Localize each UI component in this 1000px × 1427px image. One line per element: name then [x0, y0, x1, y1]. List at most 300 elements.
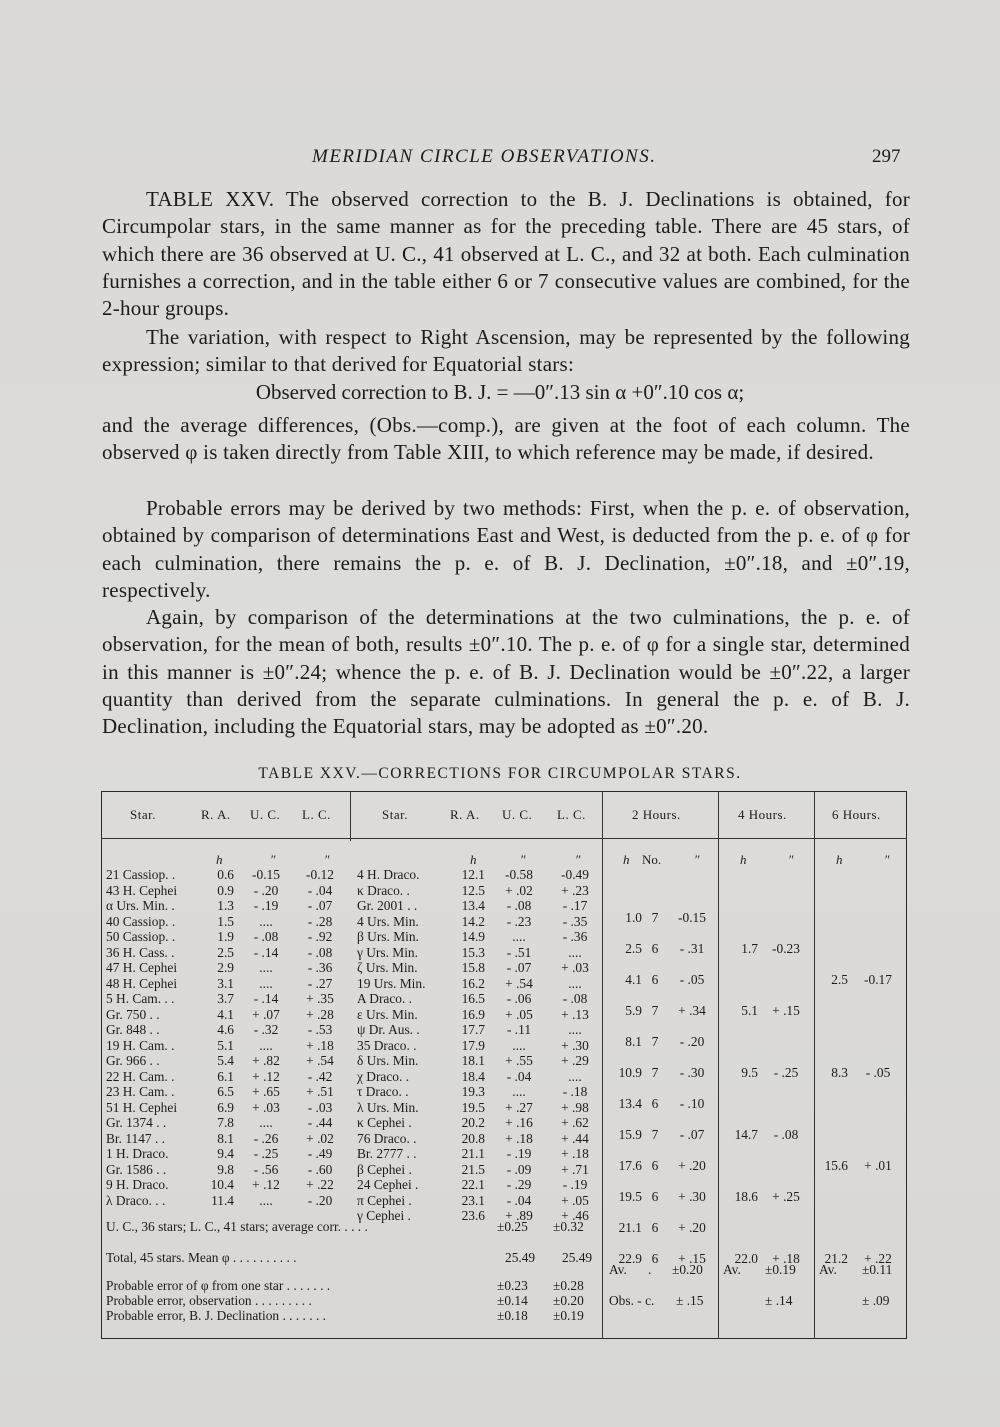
- table-row-lc: - .49: [307, 1146, 333, 1161]
- table-row-ra: 19.3: [461, 1084, 485, 1099]
- table-row-uc: - .25: [253, 1146, 279, 1161]
- table-row-ra: 1.3: [217, 898, 234, 913]
- footer-av-label-two: Av.: [609, 1262, 627, 1277]
- table-row-ra: 9.8: [217, 1161, 234, 1177]
- table-row-lc: + .13: [561, 1006, 589, 1022]
- paragraph-2: The variation, with respect to Right Ascension, may be represented by the following expression; similar to that derived for Equatorial stars:: [102, 325, 910, 377]
- two-hour-value: - .07: [679, 1127, 705, 1142]
- table-row-uc: ....: [259, 1037, 273, 1053]
- footer-pe1-label: Probable error of φ from one star . . . . . . .: [106, 1278, 331, 1293]
- two-hour-ra: 1.0: [625, 910, 642, 925]
- table-row-star-name: 43 H. Cephei: [106, 882, 178, 898]
- header-star-right: Star.: [382, 807, 408, 822]
- table-row-lc: + .51: [306, 1084, 334, 1099]
- table-row-ra: 7.8: [217, 1115, 234, 1130]
- table-row-ra: 12.5: [461, 882, 485, 898]
- footer-pe3-label: Probable error, B. J. Declination . . . . . . .: [106, 1308, 326, 1323]
- table-row-lc: -0.49: [561, 867, 589, 882]
- divider-left-right: [350, 791, 351, 841]
- table-row-uc: - .56: [253, 1161, 279, 1177]
- table-row-star-name: ψ Dr. Aus. .: [357, 1022, 420, 1037]
- table-row-uc: - .04: [506, 1192, 532, 1208]
- table-row-ra: 0.6: [217, 867, 234, 882]
- two-hour-value: - .05: [679, 972, 705, 987]
- formula: Observed correction to B. J. = —0″.13 sin α +0″.10 cos α;: [255, 380, 745, 404]
- two-hour-value: + .30: [678, 1189, 706, 1204]
- footer-av-value-four: ±0.19: [765, 1262, 796, 1277]
- six-hour-ra: 8.3: [831, 1065, 848, 1080]
- two-hour-count: 6: [651, 1189, 659, 1204]
- table-row-star-name: γ Cephei .: [357, 1208, 411, 1223]
- table-row-uc: + .27: [505, 1099, 533, 1115]
- table-row-ra: 16.2: [461, 975, 485, 991]
- table-row-uc: -0.58: [505, 867, 533, 882]
- table-row-star-name: 36 H. Cass. .: [106, 944, 175, 960]
- table-row-uc: - .19: [506, 1146, 532, 1161]
- table-row-uc: - .14: [253, 991, 279, 1006]
- two-hour-value: -0.15: [678, 910, 706, 925]
- table-row-star-name: 4 Urs. Min.: [357, 913, 419, 929]
- unit-sec-lc-right: ″: [575, 852, 581, 867]
- unit-sec-six: ″: [884, 852, 890, 867]
- table-row-uc: ....: [259, 975, 273, 991]
- table-row-star-name: δ Urs. Min.: [357, 1053, 419, 1068]
- table-row-star-name: κ Cephei .: [357, 1115, 412, 1130]
- table-row-star-name: Br. 2777 . .: [357, 1146, 417, 1161]
- unit-sec-four: ″: [788, 852, 794, 867]
- unit-h-six: h: [836, 852, 843, 867]
- table-row-lc: ....: [568, 1022, 582, 1037]
- two-hour-count: 6: [651, 1158, 659, 1173]
- table-row-lc: + .46: [561, 1208, 589, 1223]
- six-hour-ra: 21.2: [824, 1251, 848, 1266]
- table-row-ra: 20.8: [461, 1130, 485, 1146]
- table-row-star-name: 35 Draco. .: [357, 1037, 417, 1053]
- header-star-left: Star.: [130, 807, 156, 822]
- table-row-ra: 18.1: [461, 1053, 485, 1068]
- table-row-star-name: Gr. 750 . .: [106, 1006, 160, 1022]
- table-row-ra: 16.9: [461, 1006, 485, 1022]
- table-row-uc: ....: [512, 929, 526, 944]
- table-row-lc: + .05: [561, 1192, 589, 1208]
- table-row-uc: + .03: [252, 1099, 280, 1115]
- divider-six-hours: [814, 791, 815, 1339]
- table-row-star-name: β Cephei .: [357, 1161, 412, 1177]
- table-row-uc: - .32: [253, 1022, 279, 1037]
- table-row-ra: 21.5: [461, 1161, 485, 1177]
- table-row-lc: + .44: [561, 1130, 589, 1146]
- table-row-ra: 18.4: [461, 1068, 485, 1084]
- table-row-ra: 9.4: [217, 1146, 234, 1161]
- table-row-lc: + .18: [306, 1037, 334, 1053]
- table-row-ra: 21.1: [461, 1146, 485, 1161]
- table-row-lc: + .18: [561, 1146, 589, 1161]
- table-row-uc: - .29: [506, 1177, 532, 1192]
- four-hour-ra: 14.7: [734, 1127, 758, 1142]
- two-hour-ra: 15.9: [618, 1127, 642, 1142]
- two-hour-ra: 4.1: [625, 972, 642, 987]
- table-row-uc: - .08: [506, 898, 532, 913]
- table-row-ra: 17.9: [461, 1037, 485, 1053]
- table-row-star-name: 51 H. Cephei: [106, 1099, 178, 1115]
- table-row-lc: - .42: [307, 1068, 333, 1084]
- footer-oc-value-two: ± .15: [676, 1293, 704, 1308]
- table-row-star-name: 47 H. Cephei: [106, 960, 178, 975]
- table-row-uc: + .54: [505, 975, 533, 991]
- six-hour-value: -0.17: [864, 972, 892, 987]
- table-row-uc: ....: [259, 1115, 273, 1130]
- footer-pe3-uc: ±0.18: [497, 1308, 528, 1323]
- running-title: MERIDIAN CIRCLE OBSERVATIONS.: [312, 146, 657, 167]
- table-row-uc: + .18: [505, 1130, 533, 1146]
- table-row-ra: 10.4: [210, 1177, 234, 1192]
- two-hour-value: + .20: [678, 1158, 706, 1173]
- footer-average-uc: ±0.25: [497, 1219, 528, 1234]
- table-row-ra: 15.8: [461, 960, 485, 975]
- table-row-lc: + .03: [561, 960, 589, 975]
- table-row-star-name: 22 H. Cam. .: [106, 1068, 175, 1084]
- unit-sec-uc-left: ″: [270, 852, 276, 867]
- table-row-lc: - .08: [307, 944, 333, 960]
- table-row-ra: 16.5: [461, 991, 485, 1006]
- table-row-ra: 11.4: [211, 1192, 234, 1208]
- table-row-lc: - .17: [562, 898, 588, 913]
- table-row-star-name: γ Urs. Min.: [357, 944, 418, 960]
- table-row-star-name: Gr. 848 . .: [106, 1022, 160, 1037]
- footer-pe2-uc: ±0.14: [497, 1293, 528, 1308]
- four-hour-ra: 18.6: [734, 1189, 758, 1204]
- table-row-star-name: λ Urs. Min.: [357, 1099, 419, 1115]
- six-hour-ra: 2.5: [831, 972, 848, 987]
- footer-oc-value-four: ± .14: [765, 1293, 793, 1308]
- table-row-lc: - .53: [307, 1022, 333, 1037]
- table-row-lc: + .22: [306, 1177, 334, 1192]
- table-row-star-name: 48 H. Cephei: [106, 975, 178, 991]
- table-row-ra: 8.1: [217, 1130, 234, 1146]
- table-row-lc: + .29: [561, 1053, 589, 1068]
- footer-pe1-lc: ±0.28: [553, 1278, 584, 1293]
- table-row-star-name: β Urs. Min.: [357, 929, 419, 944]
- two-hour-ra: 10.9: [618, 1065, 642, 1080]
- table-row-uc: ....: [259, 1192, 273, 1208]
- header-two-hours: 2 Hours.: [632, 807, 681, 822]
- table-row-lc: + .98: [561, 1099, 589, 1115]
- two-hour-count: 7: [651, 1034, 659, 1049]
- table-row-lc: + .71: [561, 1161, 589, 1177]
- table-row-uc: - .07: [506, 960, 532, 975]
- table-row-star-name: 40 Cassiop. .: [106, 913, 176, 929]
- table-row-lc: - .18: [562, 1084, 588, 1099]
- two-hour-ra: 21.1: [618, 1220, 642, 1235]
- table-row-ra: 13.4: [461, 898, 485, 913]
- running-header: [0, 146, 1000, 172]
- two-hour-count: 7: [651, 1003, 659, 1018]
- header-lc-left: L. C.: [302, 807, 331, 822]
- table-row-uc: - .06: [506, 991, 532, 1006]
- two-hour-count: 7: [651, 1127, 659, 1142]
- footer-pe2-lc: ±0.20: [553, 1293, 584, 1308]
- paragraph-4: Probable errors may be derived by two methods: First, when the p. e. of observation, obtained by comparison of determinations East and West, is deducted from the p. e. of φ for each culmination, there remains the p. e. of B. J. Declination, ±0″.18, and ±0″.19, respectively.: [102, 496, 910, 602]
- footer-oc-value-six: ± .09: [862, 1293, 890, 1308]
- footer-pe3-lc: ±0.19: [553, 1308, 584, 1323]
- two-hour-ra: 5.9: [625, 1003, 642, 1018]
- page-number: 297: [872, 146, 901, 167]
- table-row-ra: 23.6: [461, 1208, 485, 1223]
- table-row-star-name: χ Draco. .: [357, 1068, 410, 1084]
- table-row-star-name: ζ Urs. Min.: [357, 960, 418, 975]
- two-hour-count: 6: [651, 941, 659, 956]
- footer-av-value-two: ±0.20: [672, 1262, 703, 1277]
- table-row-ra: 0.9: [217, 882, 234, 898]
- table-row-ra: 1.5: [217, 913, 234, 929]
- footer-mean-uc: 25.49: [505, 1250, 536, 1265]
- table-row-star-name: ε Urs. Min.: [357, 1006, 418, 1022]
- table-row-lc: - .07: [307, 898, 333, 913]
- unit-sec-lc-left: ″: [324, 852, 330, 867]
- two-hour-ra: 8.1: [625, 1034, 642, 1049]
- four-hour-ra: 5.1: [741, 1003, 758, 1018]
- table-row-lc: + .62: [561, 1115, 589, 1130]
- table-row-ra: 14.2: [461, 913, 485, 929]
- two-hour-count: 6: [651, 972, 659, 987]
- table-row-star-name: α Urs. Min. .: [106, 898, 175, 913]
- table-row-ra: 22.1: [461, 1177, 485, 1192]
- table-row-star-name: 1 H. Draco.: [106, 1146, 169, 1161]
- two-hour-ra: 13.4: [618, 1096, 642, 1111]
- table-row-uc: + .16: [505, 1115, 533, 1130]
- two-hour-value: + .34: [678, 1003, 706, 1018]
- table-row-lc: - .28: [307, 913, 333, 929]
- six-hour-value: - .05: [865, 1065, 891, 1080]
- two-hour-ra: 22.9: [618, 1251, 642, 1266]
- table-row-lc: - .60: [307, 1161, 333, 1177]
- table-row-ra: 6.1: [217, 1068, 234, 1084]
- table-row-uc: - .04: [506, 1068, 532, 1084]
- footer-mean-lc: 25.49: [562, 1250, 593, 1265]
- table-row-ra: 2.9: [217, 960, 234, 975]
- table-row-lc: - .36: [307, 960, 333, 975]
- table-row-uc: + .12: [252, 1177, 280, 1192]
- header-four-hours: 4 Hours.: [738, 807, 787, 822]
- paragraph-3: and the average differences, (Obs.—comp.), are given at the foot of each column. The observed φ is taken directly from Table XIII, to which reference may be made, if desired.: [102, 413, 910, 465]
- table-row-uc: ....: [512, 1037, 526, 1053]
- table-row-ra: 5.1: [217, 1037, 234, 1053]
- header-rule: [101, 838, 907, 839]
- table-row-uc: ....: [259, 960, 273, 975]
- table-row-star-name: 24 Cephei .: [357, 1177, 419, 1192]
- two-hour-count: 7: [651, 910, 659, 925]
- table-row-lc: - .44: [307, 1115, 333, 1130]
- table-row-uc: + .89: [505, 1208, 533, 1223]
- table-row-star-name: Br. 1147 . .: [106, 1130, 166, 1146]
- two-hour-value: - .10: [679, 1096, 705, 1111]
- table-row-uc: + .55: [505, 1053, 533, 1068]
- paragraph-1: TABLE XXV. The observed correction to the B. J. Declinations is obtained, for Circumpolar stars, in the same manner as for the preceding table. There are 45 stars, of which there are 36 observed at U. C., 41 observed at L. C., and 32 at both. Each culmination furnishes a correction, and in the table either 6 or 7 consecutive values are combined, for the 2-hour groups.: [102, 187, 910, 321]
- four-hour-value: + .25: [772, 1189, 800, 1204]
- table-row-lc: ....: [568, 944, 582, 960]
- table-row-lc: ....: [568, 1068, 582, 1084]
- table-row-star-name: 4 H. Draco.: [357, 867, 420, 882]
- table-row-ra: 3.1: [217, 975, 234, 991]
- unit-h-two: h: [623, 852, 630, 867]
- table-row-lc: + .02: [306, 1130, 334, 1146]
- two-hour-count: 6: [651, 1251, 659, 1266]
- header-six-hours: 6 Hours.: [832, 807, 881, 822]
- four-hour-value: + .15: [772, 1003, 800, 1018]
- table-row-uc: - .26: [253, 1130, 279, 1146]
- four-hour-ra: 22.0: [734, 1251, 758, 1266]
- table-row-star-name: 23 H. Cam. .: [106, 1084, 175, 1099]
- table-row-ra: 19.5: [461, 1099, 485, 1115]
- table-row-ra: 17.7: [461, 1022, 485, 1037]
- two-hour-ra: 17.6: [618, 1158, 642, 1173]
- table-row-lc: - .20: [307, 1192, 333, 1208]
- footer-av-label-six: Av.: [819, 1262, 837, 1277]
- footer-av-label-four: Av.: [723, 1262, 741, 1277]
- unit-no-two: No.: [642, 852, 662, 867]
- table-row-star-name: Gr. 966 . .: [106, 1053, 160, 1068]
- four-hour-ra: 9.5: [741, 1065, 758, 1080]
- table-row-ra: 1.9: [217, 929, 234, 944]
- table-row-lc: - .35: [562, 913, 588, 929]
- footer-av-value-six: ±0.11: [862, 1262, 893, 1277]
- two-hour-ra: 2.5: [625, 941, 642, 956]
- table-row-star-name: λ Draco. . .: [106, 1192, 166, 1208]
- two-hour-count: 6: [651, 1220, 659, 1235]
- table-row-lc: - .36: [562, 929, 588, 944]
- table-row-lc: + .23: [561, 882, 589, 898]
- footer-mean-label: Total, 45 stars. Mean φ . . . . . . . . . .: [106, 1250, 297, 1265]
- table-row-uc: ....: [512, 1084, 526, 1099]
- unit-h-left: h: [216, 852, 223, 867]
- table-row-lc: + .54: [306, 1053, 334, 1068]
- table-row-star-name: Gr. 1374 . .: [106, 1115, 167, 1130]
- table-row-ra: 14.9: [461, 929, 485, 944]
- table-row-star-name: A Draco. .: [357, 991, 413, 1006]
- header-uc-right: U. C.: [502, 807, 533, 822]
- four-hour-ra: 1.7: [741, 941, 758, 956]
- header-lc-right: L. C.: [557, 807, 586, 822]
- header-ra-right: R. A.: [450, 807, 480, 822]
- paragraph-5: Again, by comparison of the determinations at the two culminations, the p. e. of observation, for the mean of both, results ±0″.10. The p. e. of φ for a single star, determined in this manner is ±0″.24; whence the p. e. of B. J. Declination would be ±0″.22, a larger quantity than derived from the separate culminations. In general the p. e. of B. J. Declination, including the Equatorial stars, may be adopted as ±0″.20.: [102, 605, 910, 739]
- table-row-uc: - .08: [253, 929, 279, 944]
- table-row-uc: + .02: [505, 882, 533, 898]
- table-row-ra: 4.6: [217, 1022, 234, 1037]
- two-hour-value: + .15: [678, 1251, 706, 1266]
- table-row-star-name: Gr. 2001 . .: [357, 898, 418, 913]
- table-row-lc: - .92: [307, 929, 333, 944]
- two-hour-value: - .20: [679, 1034, 705, 1049]
- four-hour-value: - .25: [773, 1065, 799, 1080]
- four-hour-value: - .08: [773, 1127, 799, 1142]
- table-row-lc: - .08: [562, 991, 588, 1006]
- table-row-lc: - .04: [307, 882, 333, 898]
- footer-oc-label: Obs. - c.: [609, 1293, 655, 1308]
- table-row-ra: 3.7: [217, 991, 234, 1006]
- table-row-ra: 12.1: [461, 867, 485, 882]
- two-hour-count: 7: [651, 1065, 659, 1080]
- footer-pe1-uc: ±0.23: [497, 1278, 528, 1293]
- two-hour-ra: 19.5: [618, 1189, 642, 1204]
- footer-av-dots-two: .: [648, 1262, 652, 1277]
- table-row-star-name: 19 Urs. Min.: [357, 975, 426, 991]
- table-row-uc: - .51: [506, 944, 532, 960]
- table-row-uc: + .07: [252, 1006, 280, 1022]
- divider-four-hours: [718, 791, 719, 1339]
- table-row-uc: + .05: [505, 1006, 533, 1022]
- table-row-ra: 6.5: [217, 1084, 234, 1099]
- table-row-uc: - .19: [253, 898, 279, 913]
- two-hour-value: + .20: [678, 1220, 706, 1235]
- four-hour-value: + .18: [772, 1251, 800, 1266]
- table-row-ra: 20.2: [461, 1115, 485, 1130]
- table-row-star-name: π Cephei .: [357, 1192, 412, 1208]
- table-row-uc: + .12: [252, 1068, 280, 1084]
- table-row-star-name: 5 H. Cam. . .: [106, 991, 175, 1006]
- table-row-ra: 4.1: [217, 1006, 234, 1022]
- table-caption: TABLE XXV.—CORRECTIONS FOR CIRCUMPOLAR STARS.: [258, 765, 742, 782]
- table-row-uc: ....: [259, 913, 273, 929]
- table-row-lc: - .19: [562, 1177, 588, 1192]
- table-row-uc: - .09: [506, 1161, 532, 1177]
- table-row-uc: + .65: [252, 1084, 280, 1099]
- table-row-star-name: 19 H. Cam. .: [106, 1037, 175, 1053]
- table-row-ra: 23.1: [461, 1192, 485, 1208]
- four-hour-value: -0.23: [772, 941, 800, 956]
- table-row-ra: 2.5: [217, 944, 234, 960]
- table-row-star-name: Gr. 1586 . .: [106, 1161, 167, 1177]
- unit-h-four: h: [740, 852, 747, 867]
- table-row-star-name: 9 H. Draco.: [106, 1177, 169, 1192]
- table-row-lc: + .28: [306, 1006, 334, 1022]
- table-row-lc: + .35: [306, 991, 334, 1006]
- two-hour-value: - .31: [679, 941, 705, 956]
- table-row-star-name: 21 Cassiop. .: [106, 867, 176, 882]
- table-row-star-name: 76 Draco. .: [357, 1130, 417, 1146]
- table-row-uc: - .20: [253, 882, 279, 898]
- two-hour-value: - .30: [679, 1065, 705, 1080]
- unit-sec-uc-right: ″: [520, 852, 526, 867]
- table-row-uc: -0.15: [252, 867, 280, 882]
- footer-pe2-label: Probable error, observation . . . . . . . . .: [106, 1293, 312, 1308]
- table-row-star-name: τ Draco. .: [357, 1084, 409, 1099]
- table-row-lc: -0.12: [306, 867, 334, 882]
- two-hour-count: 6: [651, 1096, 659, 1111]
- six-hour-value: + .22: [864, 1251, 892, 1266]
- header-ra-left: R. A.: [201, 807, 231, 822]
- unit-sec-two: ″: [694, 852, 700, 867]
- six-hour-ra: 15.6: [824, 1158, 848, 1173]
- table-row-ra: 15.3: [461, 944, 485, 960]
- header-uc-left: U. C.: [250, 807, 281, 822]
- table-row-uc: + .82: [252, 1053, 280, 1068]
- six-hour-value: + .01: [864, 1158, 892, 1173]
- table-row-lc: - .27: [307, 975, 333, 991]
- table-row-lc: + .30: [561, 1037, 589, 1053]
- table-row-uc: - .14: [253, 944, 279, 960]
- table-row-uc: - .23: [506, 913, 532, 929]
- table-row-lc: - .03: [307, 1099, 333, 1115]
- table-row-star-name: κ Draco. .: [357, 882, 410, 898]
- table-row-ra: 6.9: [217, 1099, 234, 1115]
- unit-h-right: h: [470, 852, 477, 867]
- table-row-lc: ....: [568, 975, 582, 991]
- footer-average-lc: ±0.32: [553, 1219, 584, 1234]
- table-row-star-name: 50 Cassiop. .: [106, 929, 176, 944]
- table-row-ra: 5.4: [217, 1053, 234, 1068]
- table-row-uc: - .11: [506, 1022, 532, 1037]
- footer-average-label: U. C., 36 stars; L. C., 41 stars; average corr. . . . .: [106, 1219, 368, 1234]
